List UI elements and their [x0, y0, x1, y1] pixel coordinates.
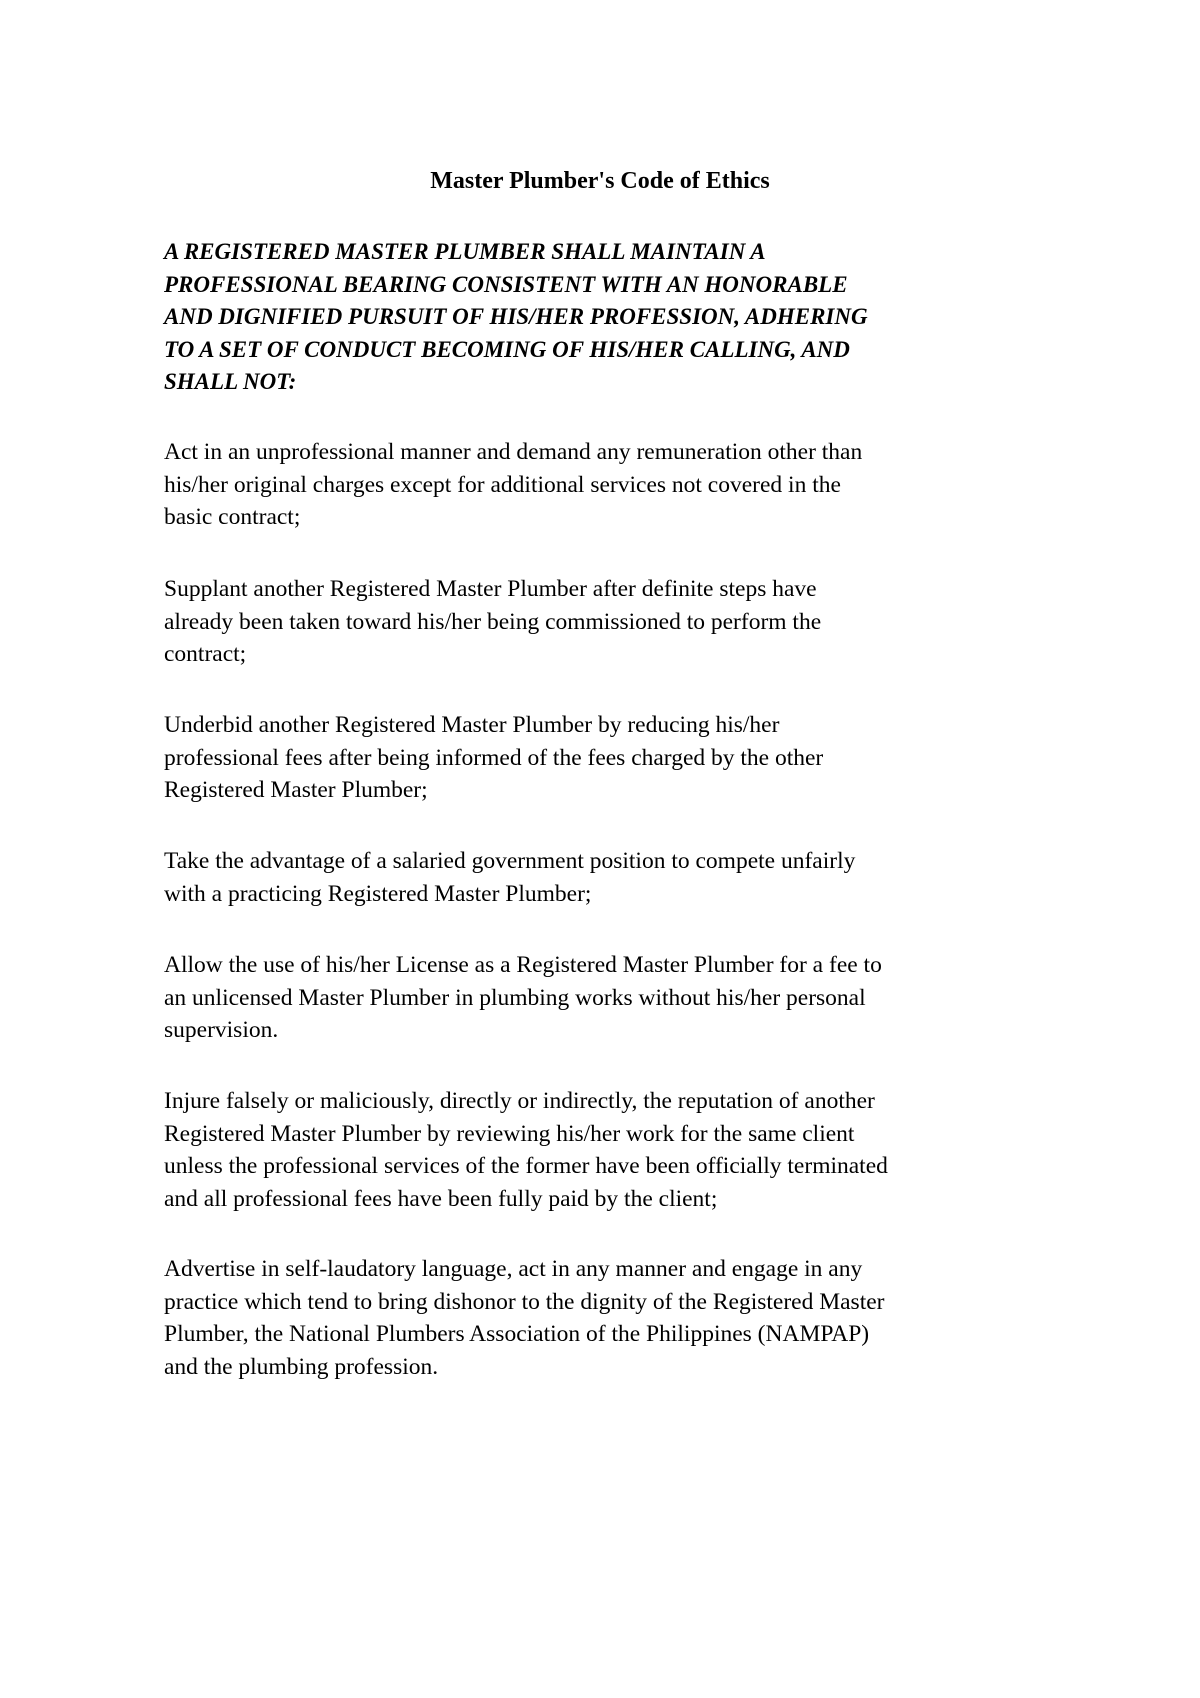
clause-line: his/her original charges except for additional services not covered in the [164, 471, 841, 498]
clause-line: Take the advantage of a salaried government position to compete unfairly [164, 848, 856, 874]
clause-line: contract; [164, 641, 247, 667]
clause-line: Underbid another Registered Master Plumber by reducing his/her [164, 712, 780, 738]
preamble [164, 236, 1064, 399]
clause-line: Act in an unprofessional manner and demand any remuneration other than [164, 439, 863, 465]
clause-line: an unlicensed Master Plumber in plumbing works without his/her personal [164, 984, 866, 1011]
clause-7 [164, 1253, 1064, 1383]
clause-5 [164, 949, 1064, 1047]
clause-line: Allow the use of his/her License as a Registered Master Plumber for a fee to [164, 952, 882, 978]
clause-line: and all professional fees have been fully paid by the client; [164, 1185, 718, 1212]
clause-line: Registered Master Plumber by reviewing his/her work for the same client [164, 1120, 855, 1147]
clause-line: professional fees after being informed of the fees charged by the other [164, 744, 824, 771]
clause-3 [164, 709, 1064, 807]
clause-line: already been taken toward his/her being commissioned to perform the [164, 608, 822, 635]
clause-line: supervision. [164, 1017, 279, 1043]
clause-line: practice which tend to bring dishonor to the dignity of the Registered Master [164, 1288, 885, 1315]
clause-line: basic contract; [164, 504, 301, 530]
preamble-line: AND DIGNIFIED PURSUIT OF HIS/HER PROFESSION, ADHERING [164, 304, 868, 329]
clause-4 [164, 845, 1064, 910]
clause-line: and the plumbing profession. [164, 1353, 439, 1380]
clause-2 [164, 573, 1064, 671]
clause-line: with a practicing Registered Master Plumber; [164, 880, 592, 907]
clause-line: Advertise in self-laudatory language, act in any manner and engage in any [164, 1256, 863, 1282]
clause-line: unless the professional services of the former have been officially terminated [164, 1153, 888, 1179]
clause-line: Plumber, the National Plumbers Association of the Philippines (NAMPAP) [164, 1321, 870, 1347]
clause-line: Supplant another Registered Master Plumber after definite steps have [164, 576, 817, 602]
clause-6 [164, 1085, 1064, 1215]
preamble-line: SHALL NOT: [164, 369, 297, 394]
clause-line: Registered Master Plumber; [164, 777, 428, 803]
clause-1 [164, 436, 1064, 534]
preamble-line: TO A SET OF CONDUCT BECOMING OF HIS/HER CALLING, AND [164, 336, 850, 362]
preamble-line: PROFESSIONAL BEARING CONSISTENT WITH AN HONORABLE [164, 271, 848, 297]
clause-line: Injure falsely or maliciously, directly or indirectly, the reputation of another [164, 1088, 875, 1114]
document-title: Master Plumber's Code of Ethics [430, 168, 770, 194]
preamble-line: A REGISTERED MASTER PLUMBER SHALL MAINTAIN A [164, 239, 766, 264]
